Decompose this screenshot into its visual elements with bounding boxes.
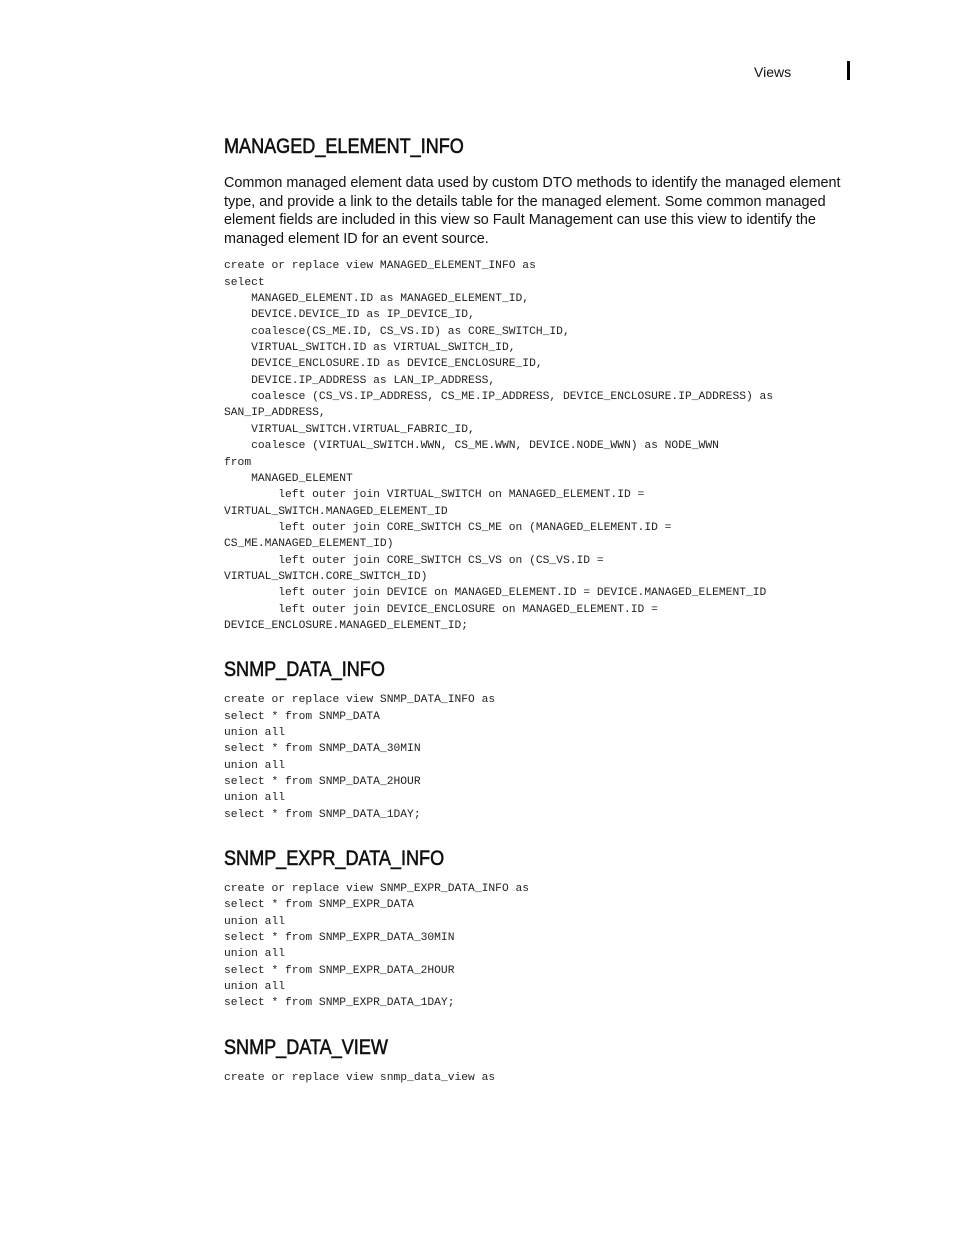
- section-title-snmp-expr-data-info: SNMP_EXPR_DATA_INFO: [224, 847, 445, 871]
- sql-code-block: create or replace view snmp_data_view as: [224, 1071, 496, 1084]
- sql-code-block: create or replace view SNMP_EXPR_DATA_INFO as select * from SNMP_EXPR_DATA union all select * from SNMP_EXPR_DATA_30MIN union all select * from SNMP_EXPR_DATA_2HOUR union all select * from SNMP_EXPR_DATA_1DAY;: [224, 883, 530, 1010]
- section-title-snmp-data-info: SNMP_DATA_INFO: [224, 658, 385, 682]
- section-title-snmp-data-view: SNMP_DATA_VIEW: [224, 1035, 388, 1059]
- section-description: Common managed element data used by custom DTO methods to identify the managed element type, and provide a link to the details table for the managed element. Some common managed element fields are included in this view so Fault Management can use this view to identify the managed element ID for an event source.: [224, 175, 841, 247]
- section-title-managed-element-info: MANAGED_ELEMENT_INFO: [224, 135, 464, 158]
- running-header: Views: [754, 64, 792, 80]
- sql-code-block: create or replace view SNMP_DATA_INFO as select * from SNMP_DATA union all select * from SNMP_DATA_30MIN union all select * from SNMP_DATA_2HOUR union all select * from SNMP_DATA_1DAY;: [224, 694, 496, 821]
- header-rule-bar: [847, 61, 850, 80]
- document-body: [224, 133, 874, 1086]
- sql-code-block: create or replace view MANAGED_ELEMENT_INFO as select MANAGED_ELEMENT.ID as MANAGED_ELEMENT_ID, DEVICE.DEVICE_ID as IP_DEVICE_ID, coalesce(CS_ME.ID, CS_VS.ID) as CORE_SWITCH_ID, VIRTUAL_SWITCH.ID as VIRTUAL_SWITCH_ID, DEVICE_ENCLOSURE.ID as DEVICE_ENCLOSURE_ID, DEVICE.IP_ADDRESS as LAN_IP_ADDRESS, coalesce (CS_VS.IP_ADDRESS, CS_ME.IP_ADDRESS, DEVICE_ENCLOSURE.IP_ADDRESS) as SAN_IP_ADDRESS, VIRTUAL_SWITCH.VIRTUAL_FABRIC_ID, coalesce (VIRTUAL_SWITCH.WWN, CS_ME.WWN, DEVICE.NODE_WWN) as NODE_WWN from MANAGED_ELEMENT left outer join VIRTUAL_SWITCH on MANAGED_ELEMENT.ID = VIRTUAL_SWITCH.MANAGED_ELEMENT_ID left outer join CORE_SWITCH CS_ME on (MANAGED_ELEMENT.ID = CS_ME.MANAGED_ELEMENT_ID) left outer join CORE_SWITCH CS_VS on (CS_VS.ID = VIRTUAL_SWITCH.CORE_SWITCH_ID) left outer join DEVICE on MANAGED_ELEMENT.ID = DEVICE.MANAGED_ELEMENT_ID left outer join DEVICE_ENCLOSURE on MANAGED_ELEMENT.ID = DEVICE_ENCLOSURE.MANAGED_ELEMENT_ID;: [224, 260, 774, 632]
